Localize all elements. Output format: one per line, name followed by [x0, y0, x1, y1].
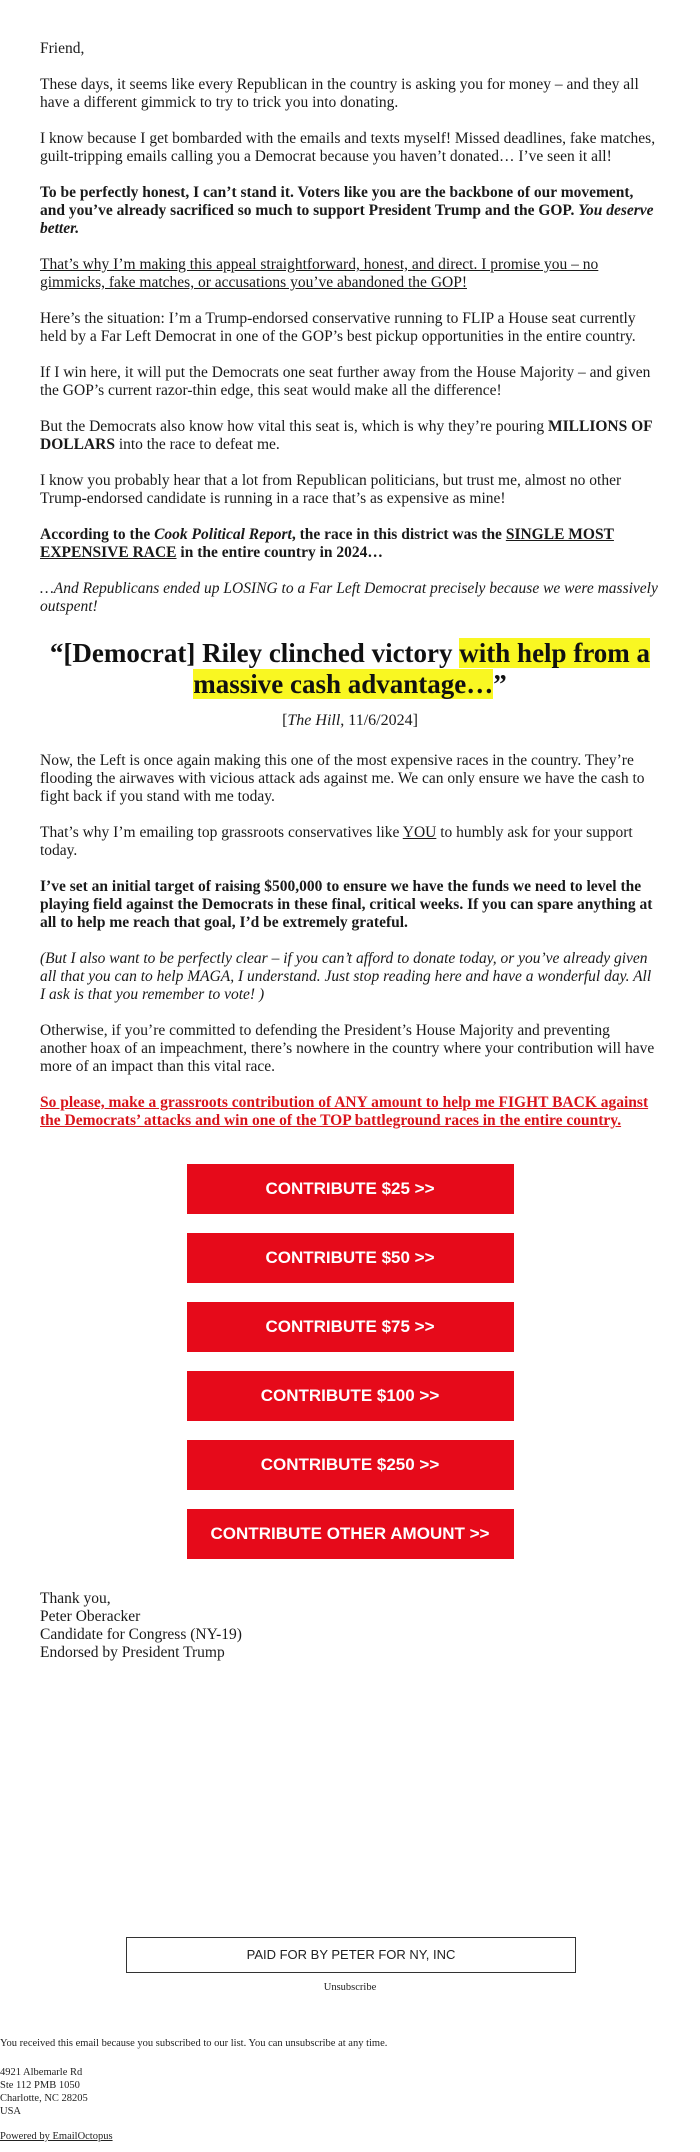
quote-open: “[Democrat] Riley clinched victory: [49, 638, 460, 668]
contribute-100-button[interactable]: CONTRIBUTE $100 >>: [187, 1371, 514, 1421]
cook-source: Cook Political Report: [154, 526, 292, 543]
address-line-4: USA: [0, 2106, 22, 2117]
address-line-1: 4921 Albemarle Rd: [0, 2067, 83, 2078]
pull-quote: [40, 638, 660, 700]
paragraph-expensive: I know you probably hear that a lot from Republican politicians, but trust me, almost no other Trump-endorsed candidate is running in a race that’s as expensive as mine!: [40, 472, 622, 507]
citation-date: , 11/6/2024]: [340, 712, 418, 729]
emailing-after: to humbly ask for your support today.: [40, 824, 633, 859]
honest-bold-text: To be perfectly honest, I can’t stand it. Voters like you are the backbone of our movement, and you’ve already sacrificed so much to support President Trump and the GOP.: [40, 184, 634, 219]
citation-source: The Hill: [287, 712, 341, 729]
mailing-address: [0, 2066, 88, 2118]
millions-before-text: But the Democrats also know how vital this seat is, which is why they’re pouring: [40, 418, 545, 435]
signature-role: Candidate for Congress (NY-19): [40, 1626, 242, 1643]
deserve-better-text: You deserve better.: [40, 202, 654, 237]
paragraph-bombarded: I know because I get bombarded with the emails and texts myself! Missed deadlines, fake matches, guilt-tripping emails calling you a Democrat because you haven’t donated… I’ve seen it all!: [40, 130, 656, 165]
contribute-75-button[interactable]: CONTRIBUTE $75 >>: [187, 1302, 514, 1352]
cook-text-b: , the race in this district was the: [291, 526, 502, 543]
cta-link[interactable]: So please, make a grassroots contribution of ANY amount to help me FIGHT BACK against the Democrats’ attacks and win one of the TOP battleground races in the entire country.: [40, 1094, 649, 1129]
paragraph-otherwise: Otherwise, if you’re committed to defending the President’s House Majority and preventing another hoax of an impeachment, there’s nowhere in the country where your contribution will have more of an impact than this vital race.: [40, 1022, 655, 1075]
received-notice: You received this email because you subscribed to our list. You can unsubscribe at any time.: [0, 2038, 388, 2049]
contribute-buttons: [40, 1164, 660, 1559]
millions-bold-text: MILLIONS OF DOLLARS: [40, 418, 653, 453]
paragraph-left: Now, the Left is once again making this one of the most expensive races in the country. They’re flooding the airwaves with vicious attack ads against me. We can only ensure we have the cash to fight back if you stand with me today.: [40, 752, 645, 805]
address-line-3: Charlotte, NC 28205: [0, 2093, 88, 2104]
emailing-you: YOU: [402, 824, 437, 841]
signature-name: Peter Oberacker: [40, 1608, 141, 1625]
paid-for-box: PAID FOR BY PETER FOR NY, INC: [126, 1937, 576, 1973]
greeting: Friend,: [40, 40, 85, 57]
paragraph-clear: (But I also want to be perfectly clear – if you can’t afford to donate today, or you’ve already given all that you can to help MAGA, I understand. Just stop reading here and have a wonderful day. All I ask is that you remember to vote! ): [40, 950, 652, 1003]
quote-citation: [40, 712, 660, 730]
contribute-other-button[interactable]: CONTRIBUTE OTHER AMOUNT >>: [187, 1509, 514, 1559]
contribute-50-button[interactable]: CONTRIBUTE $50 >>: [187, 1233, 514, 1283]
quote-close: ”: [493, 669, 507, 699]
signature-thanks: Thank you,: [40, 1590, 111, 1607]
contribute-25-button[interactable]: CONTRIBUTE $25 >>: [187, 1164, 514, 1214]
citation-open: [: [282, 712, 288, 729]
contribute-250-button[interactable]: CONTRIBUTE $250 >>: [187, 1440, 514, 1490]
paragraph-target: I’ve set an initial target of raising $500,000 to ensure we have the funds we need to level the playing field against the Democrats in these final, critical weeks. If you can spare anything at all to help me reach that goal, I’d be extremely grateful.: [40, 878, 653, 931]
powered-by-link[interactable]: Powered by EmailOctopus: [0, 2131, 113, 2142]
quote-highlight: with help from a massive cash advantage…: [193, 638, 651, 699]
paragraph-cook-report: [40, 526, 660, 562]
address-line-2: Ste 112 PMB 1050: [0, 2080, 80, 2091]
cook-text-a: According to the: [40, 526, 151, 543]
paragraph-honest: [40, 184, 660, 238]
cook-underlined: SINGLE MOST EXPENSIVE RACE: [40, 526, 614, 561]
millions-after-text: into the race to defeat me.: [118, 436, 280, 453]
paragraph-emailing: [40, 824, 660, 860]
paragraph-millions: [40, 418, 660, 454]
signature-endorsement: Endorsed by President Trump: [40, 1644, 225, 1661]
emailing-before: That’s why I’m emailing top grassroots conservatives like: [40, 824, 400, 841]
unsubscribe-link[interactable]: Unsubscribe: [323, 1982, 377, 1993]
paragraph-win: If I win here, it will put the Democrats one seat further away from the House Majority – and given the GOP’s current razor-thin edge, this seat would make all the difference!: [40, 364, 651, 399]
email-body: [40, 40, 660, 1662]
paragraph-situation: Here’s the situation: I’m a Trump-endorsed conservative running to FLIP a House seat currently held by a Far Left Democrat in one of the GOP’s best pickup opportunities in the entire country.: [40, 310, 636, 345]
paragraph-promise: That’s why I’m making this appeal straightforward, honest, and direct. I promise you – no gimmicks, fake matches, or accusations you’ve abandoned the GOP!: [40, 256, 599, 291]
signature: [40, 1590, 660, 1662]
paragraph-intro: These days, it seems like every Republican in the country is asking you for money – and they all have a different gimmick to try to trick you into donating.: [40, 76, 639, 111]
cook-text-c: in the entire country in 2024…: [180, 544, 383, 561]
paragraph-outspent: …And Republicans ended up LOSING to a Far Left Democrat precisely because we were massively outspent!: [40, 580, 658, 615]
